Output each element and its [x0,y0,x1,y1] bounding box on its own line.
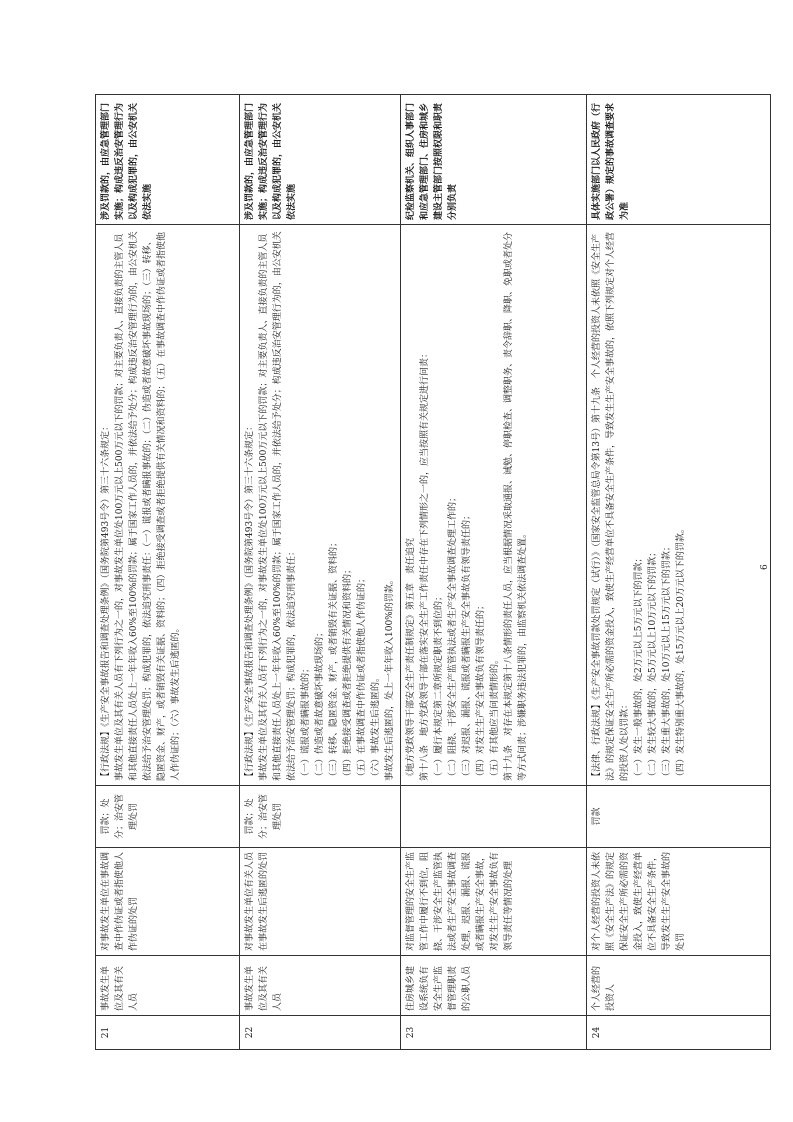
penalty-kind-cell: 罚款；处分；治安管理处罚 [240,786,401,848]
legal-basis-cell [240,225,401,786]
legal-basis-cell [401,225,587,786]
basis-line: 事故发生单位及其有关人员有下列行为之一的，对事故发生单位处100万元以上500万元以下的罚款；对主要负责人、直接负责的主管人员和其他直接责任人员处上一年年收入60%至100%的罚款；属于国家工作人员的，并依法给予处分；构成违反治安管理行为的，由公安机关依法给予治安管理处罚；构成犯罪的，依法追究刑事责任： [259,231,297,781]
basis-line: 事故发生单位及其有关人员有下列行为之一的，对事故发生单位处100万元以上500万元以下的罚款；对主要负责人、直接负责的主管人员和其他直接责任人员处上一年年收入60%至100%的罚款；属于国家工作人员的，并依法给予处分；构成违反治安管理行为的，由公安机关依法给予治安管理处罚；构成犯罪的，依法追究刑事责任：（一）谎报或者瞒报事故的；（二）伪造或者故意破坏事故现场的；（三）转移、隐匿资金、财产，或者销毁有关证据、资料的；（四）拒绝接受调查或者拒绝提供有关情况和资料的；（五）在事故调查中作伪证或者指使他人作伪证的；（六）事故发生后逃匿的。 [115,231,181,781]
table-row [401,95,587,1050]
basis-line: （三）发生重大事故的，处10万元以上15万元以下的罚款； [662,542,672,781]
legal-basis-cell [96,225,240,786]
basis-line: （四）拒绝接受调查或者拒绝提供有关情况和资料的； [343,564,353,781]
item-cell: 对个人经营的投资人未依照《安全生产法》的规定保证安全生产所必需的资金投入，致使生产经营单位不具备安全生产条件，导致发生生产安全事故的处罚 [587,848,771,956]
item-cell: 对事故发生单位在事故调查中作伪证或者指使他人作伪证的处罚 [96,848,240,956]
legal-basis-cell [587,225,771,786]
basis-line: 第十八条 地方党政领导干部在落实安全生产工作责任中存在下列情形之一的，应当按照有关规定进行问责： [420,348,430,781]
basis-line: （二）阻挠、干涉安全生产监管执法或者生产安全事故调查处理工作的； [448,492,458,781]
basis-line: （三）对迟报、漏报、谎报或者瞒报生产安全事故负有领导责任的； [462,510,472,781]
item-cell: 对事故发生单位有关人员在事故发生后逃匿的处罚 [240,848,401,956]
subject-cell: 住房城乡建设系统负有安全生产监督管理职责的公职人员 [401,956,587,1016]
basis-line: （一）发生一般事故的，处2万元以上5万元以下的罚款； [634,553,644,781]
basis-line: （一）谎报或者瞒报事故的； [301,663,311,781]
department-cell: 具体实施部门以人民政府（行政公署）规定的事故调查要求为准 [587,95,771,225]
basis-line: （四）对发生生产安全事故负有领导责任的； [476,600,486,781]
penalty-kind-cell: 罚款 [587,786,771,848]
basis-line: 第十九条 对存在本规定第十八条情形的责任人员，应当根据情况采取通报、诫勉、停职检查、调整职务、责令辞职、降职、免职或者处分等方式问责；涉嫌职务违法犯罪的，由监察机关依法调查处置。 [504,231,528,781]
department-cell: 涉及罚款的，由应急管理部门实施；构成违反治安管理行为以及构成犯罪的，由公安机关依法实施 [240,95,401,225]
table-row [96,95,240,1050]
basis-line: （一）履行本规定第二章所规定职责不到位的； [434,591,444,781]
penalty-kind-cell: 罚款；处分；治安管理处罚 [96,786,240,848]
row-number: 23 [401,1016,587,1050]
row-number: 22 [240,1016,401,1050]
basis-line: （三）转移、隐匿资金、财产，或者销毁有关证据、资料的； [329,537,339,781]
basis-line: 【法律、行政法规】《生产安全事故罚款处罚规定（试行）》（国家安全监管总局令第13号）第十九条 个人经营的投资人未依照《安全生产法》的规定保证安全生产所必需的资金投入，致使生产经营单位不具备安全生产条件，导致发生生产安全事故的，依照下列规定对个人经营的投资人处以罚款： [592,231,630,781]
row-number: 21 [96,1016,240,1050]
basis-line: （四）发生特别重大事故的，处15万元以上20万元以下的罚款。 [676,524,686,781]
table-body [96,95,771,1050]
page-number: 6 [760,564,770,570]
basis-line: （六）事故发生后逃匿的。 [371,672,381,781]
basis-line: 事故发生后逃匿的，处上一年年收入100%的罚款。 [385,575,395,781]
department-cell: 涉及罚款的，由应急管理部门实施；构成违反治安管理行为以及构成犯罪的，由公安机关依法实施 [96,95,240,225]
item-cell: 对监督管理的安全生产监管工作中履行不到位，阻挠、干涉安全生产监管执法或者生产安全事故调查处理，迟报、漏报、谎报或者瞒报生产安全事故，对发生生产安全事故负有领导责任等情况的处理 [401,848,587,956]
department-cell: 纪检监察机关、组织人事部门和应急管理部门、住房和城乡建设主管部门按照权限和职责分别负责 [401,95,587,225]
basis-line: （二）伪造或者故意破坏事故现场的； [315,627,325,781]
basis-line: （五）有其他应当问责情形的。 [490,654,500,781]
basis-line: （五）在事故调查中作伪证或者指使他人作伪证的； [357,573,367,781]
basis-line: 【行政法规】《生产安全事故报告和调查处理条例》（国务院第493号令）第三十六条规定： [245,421,255,781]
penalty-kind-cell [401,786,587,848]
table-row [587,95,771,1050]
basis-line: （二）发生较大事故的，处5万元以上10万元以下的罚款； [648,547,658,781]
penalty-table [95,94,771,1050]
row-number: 24 [587,1016,771,1050]
subject-cell: 个人经营的投资人 [587,956,771,1016]
basis-line: 【行政法规】《生产安全事故报告和调查处理条例》（国务院第493号令）第三十六条规定： [101,421,111,781]
subject-cell: 事故发生单位及其有关人员 [96,956,240,1016]
rotated-table-wrapper [95,95,735,1050]
table-row [240,95,401,1050]
basis-line: 《地方党政领导干部安全生产责任制规定》第五章 责任追究 [406,537,416,781]
subject-cell: 事故发生单位及其有关人员 [240,956,401,1016]
